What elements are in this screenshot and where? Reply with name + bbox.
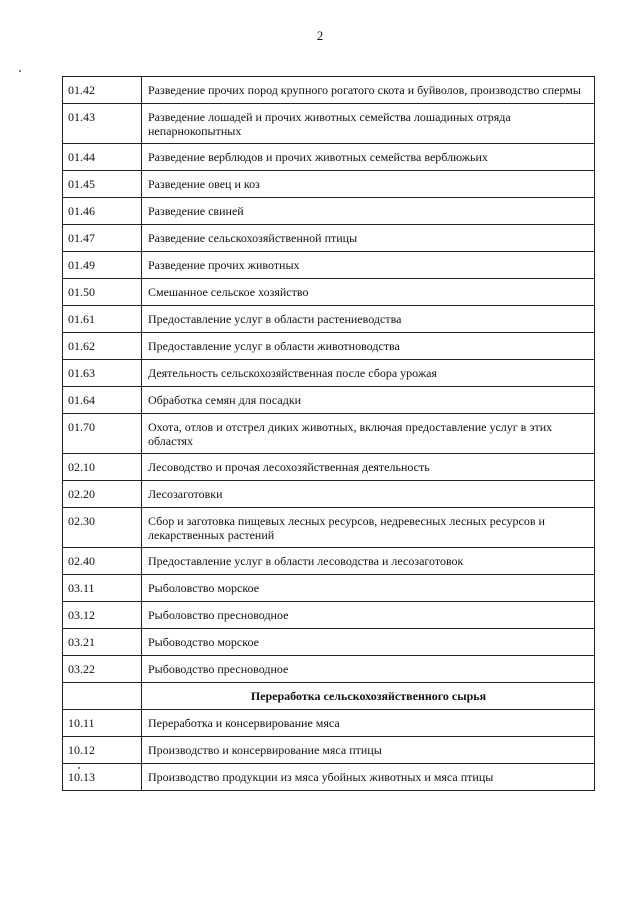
table-row	[63, 198, 595, 225]
table-section-row	[63, 683, 595, 710]
activity-name: Лесоводство и прочая лесохозяйственная деятельность	[142, 454, 595, 481]
table-row	[63, 548, 595, 575]
activity-code: 03.12	[63, 602, 142, 629]
table-row	[63, 387, 595, 414]
activity-name: Охота, отлов и отстрел диких животных, включая предоставление услуг в этих областях	[142, 414, 595, 454]
activity-code: 01.50	[63, 279, 142, 306]
table-row	[63, 104, 595, 144]
activity-code: 01.70	[63, 414, 142, 454]
activity-name: Переработка и консервирование мяса	[142, 710, 595, 737]
activity-name: Лесозаготовки	[142, 481, 595, 508]
activity-code: 02.30	[63, 508, 142, 548]
activity-code: 03.22	[63, 656, 142, 683]
table-row	[63, 575, 595, 602]
table-row	[63, 629, 595, 656]
activity-code: 02.40	[63, 548, 142, 575]
activity-name: Производство продукции из мяса убойных животных и мяса птицы	[142, 764, 595, 791]
table-row	[63, 414, 595, 454]
table-row	[63, 77, 595, 104]
activity-codes-body	[63, 77, 595, 791]
activity-code: 01.62	[63, 333, 142, 360]
activity-codes-table	[62, 76, 595, 791]
activity-code: 02.20	[63, 481, 142, 508]
activity-code: 01.44	[63, 144, 142, 171]
activity-name: Разведение свиней	[142, 198, 595, 225]
activity-code	[63, 683, 142, 710]
activity-name: Разведение лошадей и прочих животных семейства лошадиных отряда непарнокопытных	[142, 104, 595, 144]
table-row	[63, 710, 595, 737]
activity-code: 01.47	[63, 225, 142, 252]
activity-name: Смешанное сельское хозяйство	[142, 279, 595, 306]
table-row	[63, 602, 595, 629]
activity-name: Производство и консервирование мяса птицы	[142, 737, 595, 764]
activity-name: Обработка семян для посадки	[142, 387, 595, 414]
activity-code: 01.46	[63, 198, 142, 225]
activity-code: 10.11	[63, 710, 142, 737]
table-row	[63, 454, 595, 481]
activity-code: 03.11	[63, 575, 142, 602]
scan-speck	[19, 70, 21, 72]
activity-code: 01.63	[63, 360, 142, 387]
activity-name: Предоставление услуг в области животноводства	[142, 333, 595, 360]
activity-name: Рыболовство пресноводное	[142, 602, 595, 629]
page-number: 2	[316, 28, 324, 43]
table-row	[63, 225, 595, 252]
activity-code: 10.12	[63, 737, 142, 764]
table-row	[63, 481, 595, 508]
activity-code: 10.13	[63, 764, 142, 791]
activity-code: 01.45	[63, 171, 142, 198]
activity-name: Сбор и заготовка пищевых лесных ресурсов, недревесных лесных ресурсов и лекарственных растений	[142, 508, 595, 548]
table-row	[63, 306, 595, 333]
table-row	[63, 360, 595, 387]
table-row	[63, 508, 595, 548]
table-row	[63, 144, 595, 171]
scan-speck	[78, 767, 80, 769]
activity-name: Деятельность сельскохозяйственная после сбора урожая	[142, 360, 595, 387]
section-title: Переработка сельскохозяйственного сырья	[142, 683, 595, 710]
activity-name: Рыбоводство морское	[142, 629, 595, 656]
table-row	[63, 171, 595, 198]
activity-code: 01.49	[63, 252, 142, 279]
activity-name: Разведение прочих пород крупного рогатого скота и буйволов, производство спермы	[142, 77, 595, 104]
activity-name: Разведение овец и коз	[142, 171, 595, 198]
activity-code: 01.64	[63, 387, 142, 414]
activity-code: 01.42	[63, 77, 142, 104]
activity-code: 02.10	[63, 454, 142, 481]
table-row	[63, 252, 595, 279]
activity-code: 01.43	[63, 104, 142, 144]
activity-code: 03.21	[63, 629, 142, 656]
table-row	[63, 279, 595, 306]
activity-name: Разведение сельскохозяйственной птицы	[142, 225, 595, 252]
activity-name: Предоставление услуг в области лесоводства и лесозаготовок	[142, 548, 595, 575]
table-row	[63, 764, 595, 791]
activity-code: 01.61	[63, 306, 142, 333]
activity-name: Рыбоводство пресноводное	[142, 656, 595, 683]
activity-name: Рыболовство морское	[142, 575, 595, 602]
activity-name: Разведение верблюдов и прочих животных семейства верблюжьих	[142, 144, 595, 171]
table-row	[63, 737, 595, 764]
table-row	[63, 656, 595, 683]
activity-name: Предоставление услуг в области растениеводства	[142, 306, 595, 333]
activity-name: Разведение прочих животных	[142, 252, 595, 279]
table-row	[63, 333, 595, 360]
